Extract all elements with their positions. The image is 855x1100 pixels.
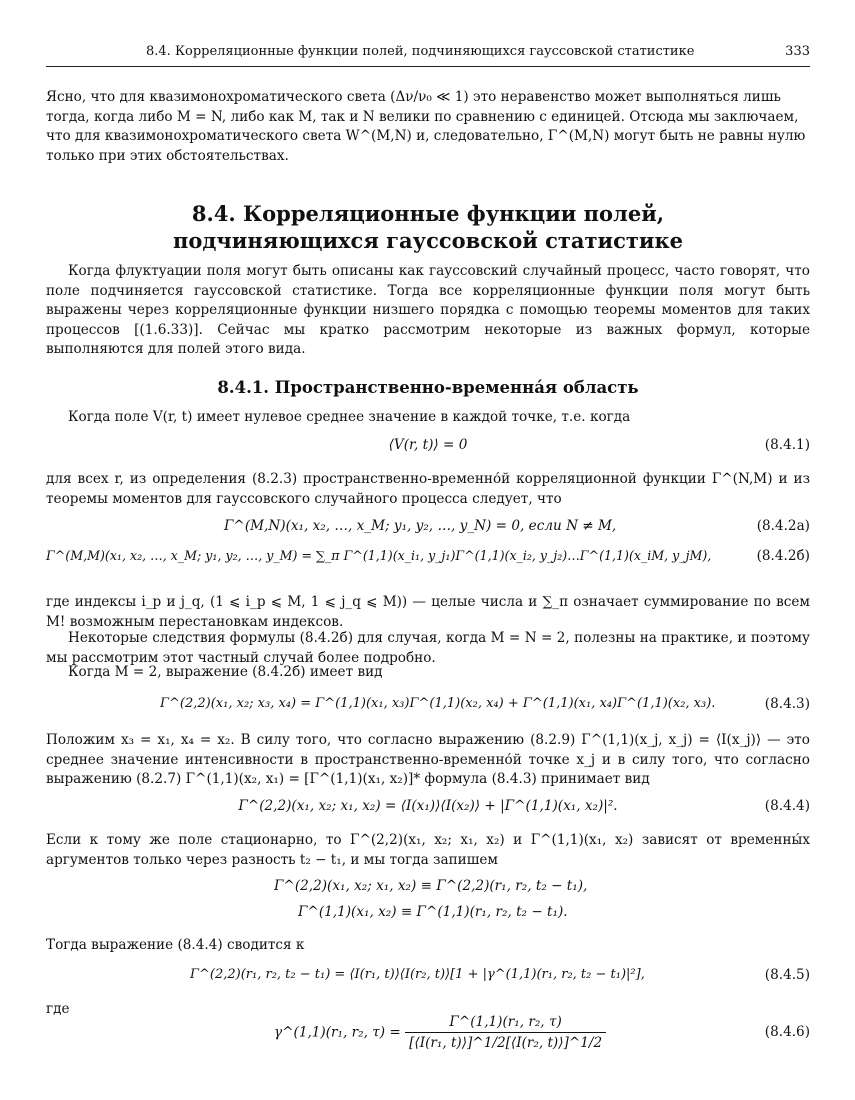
section-heading-line-1: 8.4. Корреляционные функции полей, <box>191 201 665 226</box>
paragraph-8: Тогда выражение (8.4.4) сводится к <box>46 937 305 953</box>
subsection-heading: 8.4.1. Пространственно-временна́я область <box>217 378 639 397</box>
equation-8-4-4 <box>46 798 810 820</box>
running-head-title: 8.4. Корреляционные функции полей, подчиняющихся гауссовской статистике <box>146 44 695 59</box>
equation-number: (8.4.2а) <box>756 518 810 534</box>
equation-8-4-2a <box>46 518 810 540</box>
equation-body: Γ^(2,2)(x₁, x₂; x₁, x₂) ≡ Γ^(2,2)(r₁, r₂, t₂ − t₁), <box>274 878 588 894</box>
equation-8-4-2b <box>46 548 810 570</box>
paragraph-6: Положим x₃ = x₁, x₄ = x₂. В силу того, что согласно выражению (8.2.9) Γ^(1,1)(x_j, x_j) = ⟨I(x_j)⟩ — это среднее значение интенсивности в пространственно-временно́й точке x_j и в силу того, что согласно выражению (8.2.7) Γ^(1,1)(x₂, x₁) = [Γ^(1,1)(x₁, x₂)]* формула (8.4.3) принимает вид <box>46 732 810 787</box>
equation-number: (8.4.3) <box>764 696 810 712</box>
equation-body: Γ^(2,2)(r₁, r₂, t₂ − t₁) = ⟨I(r₁, t)⟩⟨I(r₂, t)⟩[1 + |γ^(1,1)(r₁, r₂, t₂ − t₁)|²], <box>190 967 645 982</box>
equation-body: Γ^(M,N)(x₁, x₂, …, x_M; y₁, y₂, …, y_N) = 0, если N ≠ M, <box>224 518 617 534</box>
paragraph-1: Когда поле V(r, t) имеет нулевое среднее значение в каждой точке, т.е. когда <box>68 409 631 425</box>
paragraph-3: где индексы i_p и j_q, (1 ⩽ i_p ⩽ M, 1 ⩽ j_q ⩽ M)) — целые числа и ∑_π означает суммирование по всем M! возможным перестановкам индексов. <box>46 594 810 630</box>
paragraph-5: Когда M = 2, выражение (8.4.2б) имеет вид <box>68 664 383 680</box>
page <box>46 0 810 1100</box>
equation-number: (8.4.6) <box>764 1024 810 1040</box>
equation-8-4-5 <box>46 967 810 989</box>
equation-body: Γ^(2,2)(x₁, x₂; x₁, x₂) = ⟨I(x₁)⟩⟨I(x₂)⟩ + |Γ^(1,1)(x₁, x₂)|². <box>238 798 618 814</box>
running-head <box>46 44 810 62</box>
equation-lhs: γ^(1,1)(r₁, r₂, τ) = <box>274 1024 401 1041</box>
equation-unnumbered-2 <box>46 904 810 926</box>
equation-number: (8.4.1) <box>764 437 810 453</box>
intro-line-4: только при этих обстоятельствах. <box>46 147 289 164</box>
equation-body: ⟨V(r, t)⟩ = 0 <box>388 437 468 453</box>
section-heading <box>46 200 810 254</box>
equation-body <box>274 1014 606 1051</box>
equation-body: Γ^(1,1)(x₁, x₂) ≡ Γ^(1,1)(r₁, r₂, t₂ − t₁). <box>298 904 568 920</box>
equation-body: Γ^(2,2)(x₁, x₂; x₃, x₄) = Γ^(1,1)(x₁, x₃)Γ^(1,1)(x₂, x₄) + Γ^(1,1)(x₁, x₄)Γ^(1,1)(x₂, x₃). <box>160 696 716 711</box>
section-heading-line-2: подчиняющихся гауссовской статистике <box>173 228 683 253</box>
header-rule <box>46 66 810 67</box>
paragraph-4: Некоторые следствия формулы (8.4.2б) для случая, когда M = N = 2, полезны на практике, и поэтому мы рассмотрим этот частный случай более подробно. <box>46 630 810 666</box>
equation-8-4-3 <box>46 696 810 718</box>
intro-line-1: Ясно, что для квазимонохроматического света (Δν/ν₀ ≪ 1) это неравенство может выполняться лишь <box>46 89 781 105</box>
intro-line-2: тогда, когда либо M = N, либо как M, так и N велики по сравнению с единицей. Отсюда мы заключаем, <box>46 108 799 125</box>
intro-line-3: что для квазимонохроматического света W^(M,N) и, следовательно, Γ^(M,N) могут быть не равны нулю <box>46 128 806 144</box>
equation-number: (8.4.4) <box>764 798 810 814</box>
fraction-numerator: Γ^(1,1)(r₁, r₂, τ) <box>405 1014 606 1033</box>
page-number: 333 <box>785 44 810 59</box>
equation-unnumbered-1 <box>46 878 810 900</box>
equation-number: (8.4.2б) <box>756 548 810 564</box>
intro-paragraph <box>46 88 810 166</box>
equation-body: Γ^(M,M)(x₁, x₂, …, x_M; y₁, y₂, …, y_M) = ∑_π Γ^(1,1)(x_i₁, y_j₁)Γ^(1,1)(x_i₂, y_j₂)…Γ^(1,1)(x_iM, y_jM), <box>46 548 712 563</box>
equation-number: (8.4.5) <box>764 967 810 983</box>
fraction <box>405 1014 606 1051</box>
fraction-denominator: [⟨I(r₁, t)⟩]^1/2[⟨I(r₂, t)⟩]^1/2 <box>409 1035 603 1051</box>
equation-8-4-1 <box>46 437 810 459</box>
paragraph-9: где <box>46 1001 70 1017</box>
equation-8-4-6 <box>46 1014 810 1054</box>
section-paragraph: Когда флуктуации поля могут быть описаны как гауссовский случайный процесс, часто говорят, что поле подчиняется гауссовской статистике. Тогда все корреляционные функции поля могут быть выражены через корреляционные функции низшего порядка с помощью теоремы моментов для таких процессов [(1.6.33)]. Сейчас мы кратко рассмотрим некоторые из важных формул, которые выполняются для полей этого вида. <box>46 263 810 357</box>
paragraph-2: для всех r, из определения (8.2.3) пространственно-временно́й корреляционной функции Γ^(N,M) и из теоремы моментов для гауссовского случайного процесса следует, что <box>46 471 810 507</box>
paragraph-7: Если к тому же поле стационарно, то Γ^(2,2)(x₁, x₂; x₁, x₂) и Γ^(1,1)(x₁, x₂) зависят от временны́х аргументов только через разность t₂ − t₁, и мы тогда запишем <box>46 832 810 868</box>
